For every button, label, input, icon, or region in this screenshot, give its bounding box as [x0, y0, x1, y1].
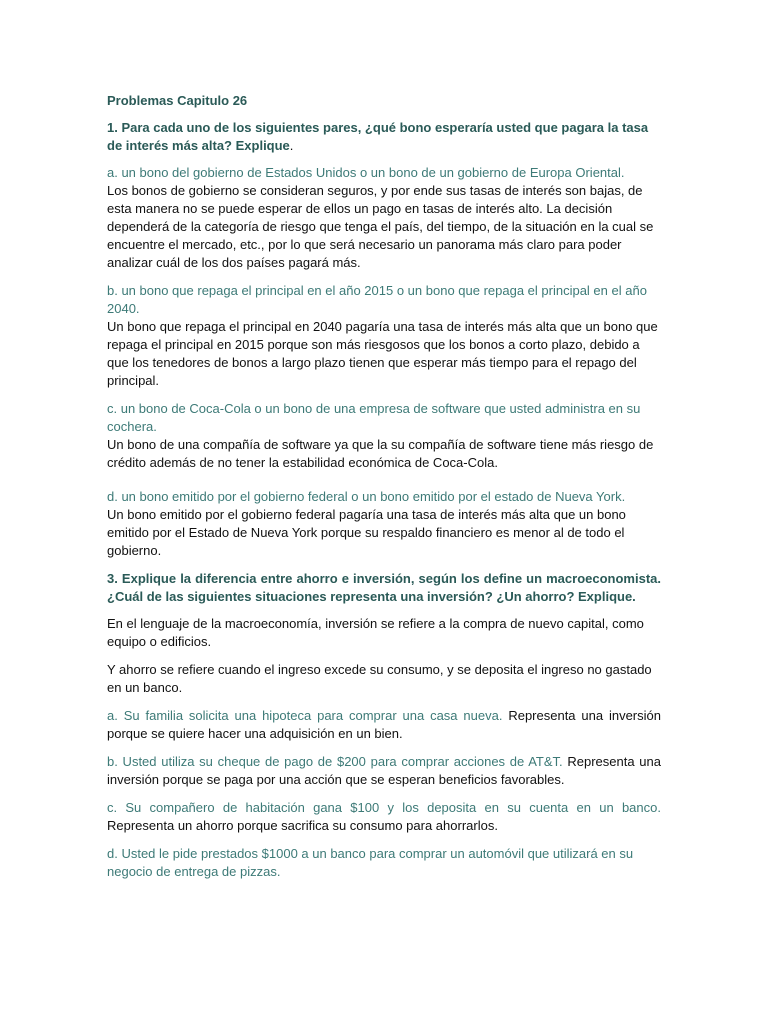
answer-3b: [107, 753, 661, 789]
question-1-tail: .: [289, 138, 294, 153]
item-1d-label: d. un bono emitido por el gobierno federal o un bono emitido por el estado de Nueva York.: [107, 489, 626, 504]
answer-3a: [107, 707, 661, 743]
item-3a-answer: Representa una inversión porque se quiere hacer una adquisición en un bien.: [107, 708, 661, 741]
item-1b-answer: Un bono que repaga el principal en 2040 pagaría una tasa de interés más alta que un bono que repaga el principal en 2015 porque son más riesgosos que los bonos a corto plazo, debido a que los tenedores de bonos a largo plazo tienen que esperar más tiempo para el repago del principal.: [107, 319, 658, 388]
item-1c-label: c. un bono de Coca-Cola o un bono de una empresa de software que usted administra en su cochera.: [107, 401, 641, 434]
answer-1a: [107, 164, 661, 272]
item-3b-answer: Representa una inversión porque se paga por una acción que se esperan beneficios favorables.: [107, 754, 661, 787]
item-3a-label: a. Su familia solicita una hipoteca para comprar una casa nueva.: [107, 708, 503, 723]
item-1a-label: a. un bono del gobierno de Estados Unidos o un bono de un gobierno de Europa Oriental.: [107, 165, 625, 180]
question-3: 3. Explique la diferencia entre ahorro e inversión, según los define un macroeconomista. ¿Cuál de las siguientes situaciones representa una inversión? ¿Un ahorro? Explique.: [107, 571, 661, 604]
answer-3d: [107, 845, 661, 881]
item-1c-answer: Un bono de una compañía de software ya que la su compañía de software tiene más riesgo de crédito además de no tener la estabilidad económica de Coca-Cola.: [107, 437, 654, 470]
item-1d-answer: Un bono emitido por el gobierno federal pagaría una tasa de interés más alta que un bono emitido por el Estado de Nueva York porque su respaldo financiero es menor al de todo el gobierno.: [107, 507, 626, 558]
question-1: [107, 119, 661, 155]
answer-3c: [107, 799, 661, 835]
paragraph-inversion: En el lenguaje de la macroeconomía, inversión se refiere a la compra de nuevo capital, como equipo o edificios.: [107, 616, 644, 649]
item-3c-label: c. Su compañero de habitación gana $100 y los deposita en su cuenta en un banco.: [107, 800, 661, 815]
question-1-text: 1. Para cada uno de los siguientes pares, ¿qué bono esperaría usted que pagara la tasa de interés más alta? Explique: [107, 120, 649, 153]
item-1b-label: b. un bono que repaga el principal en el año 2015 o un bono que repaga el principal en el año 2040.: [107, 283, 647, 316]
answer-1b: [107, 282, 661, 390]
item-1a-answer: Los bonos de gobierno se consideran seguros, y por ende sus tasas de interés son bajas, de esta manera no se puede esperar de ellos un pago en tasas de interés alto. La decisión dependerá de la categoría de riesgo que tenga el país, del tiempo, de la situación en la cual se encuentre el mercado, etc., por lo que será necesario un panorama más claro para poder analizar cuál de los dos países pagará más.: [107, 183, 654, 270]
answer-1d: [107, 488, 661, 560]
item-3c-answer: Representa un ahorro porque sacrifica su consumo para ahorrarlos.: [107, 818, 498, 833]
item-3b-label: b. Usted utiliza su cheque de pago de $200 para comprar acciones de AT&T.: [107, 754, 563, 769]
item-3d-label: d. Usted le pide prestados $1000 a un banco para comprar un automóvil que utilizará en su negocio de entrega de pizzas.: [107, 846, 634, 879]
document-title: Problemas Capitulo 26: [107, 93, 248, 108]
paragraph-ahorro: Y ahorro se refiere cuando el ingreso excede su consumo, y se deposita el ingreso no gastado en un banco.: [107, 662, 652, 695]
answer-1c: [107, 400, 661, 472]
